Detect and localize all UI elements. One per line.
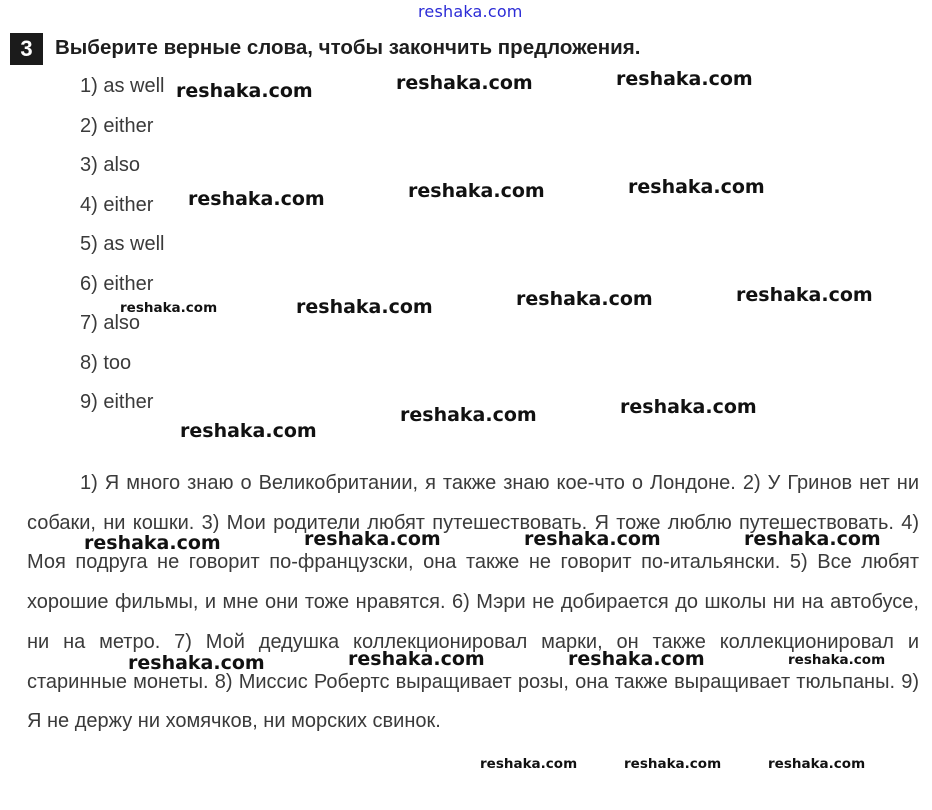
watermark: reshaka.com [616,68,753,90]
task-number-badge: 3 [10,33,43,65]
watermark: reshaka.com [408,180,545,202]
answer-item-4: 4) either [80,193,154,216]
task-title: Выберите верные слова, чтобы закончить предложения. [55,36,641,59]
watermark: reshaka.com [180,420,317,442]
watermark: reshaka.com [84,532,221,554]
watermark: reshaka.com [304,528,441,550]
watermark: reshaka.com [348,648,485,670]
watermark: reshaka.com [400,404,537,426]
watermark: reshaka.com [620,396,757,418]
answer-list [80,72,164,428]
watermark: reshaka.com [176,80,313,102]
watermark: reshaka.com [188,188,325,210]
top-watermark: reshaka.com [418,2,523,21]
watermark: reshaka.com [788,652,886,668]
answer-item-1: 1) as well [80,75,165,97]
answer-item-5: 5) as well [80,233,165,255]
watermark: reshaka.com [624,756,722,772]
answer-item-2: 2) either [80,114,154,137]
watermark: reshaka.com [628,176,765,198]
watermark: reshaka.com [568,648,705,670]
answer-item-6: 6) either [80,272,154,295]
watermark: reshaka.com [516,288,653,310]
translation-paragraph: 1) Я много знаю о Великобритании, я также знаю кое-что о Лондоне. 2) У Гринов нет ни собаки, ни кошки. 3) Мои родители любят путешествовать. Я тоже люблю путешествовать. 4) Моя подруга не говорит по-французски, она также не говорит по-итальянски. 5) Все любят хорошие фильмы, и мне они тоже нравятся. 6) Мэри не добирается до школы ни на автобусе, ни на метро. 7) Мой дедушка коллекционировал марки, он также коллекционировал и старинные монеты. 8) Миссис Робертс выращивает розы, она также выращивает тюльпаны. 9) Я не держу ни хомячков, ни морских свинок. [27,472,919,733]
watermark: reshaka.com [396,72,533,94]
answer-item-9: 9) either [80,391,154,413]
watermark: reshaka.com [744,528,881,550]
answer-item-8: 8) too [80,351,132,374]
watermark: reshaka.com [296,296,433,318]
watermark: reshaka.com [128,652,265,674]
watermark: reshaka.com [524,528,661,550]
watermark: reshaka.com [120,300,218,316]
watermark: reshaka.com [736,284,873,306]
answer-item-3: 3) also [80,154,141,176]
watermark: reshaka.com [768,756,866,772]
answer-item-7: 7) also [80,312,141,334]
watermark: reshaka.com [480,756,578,772]
